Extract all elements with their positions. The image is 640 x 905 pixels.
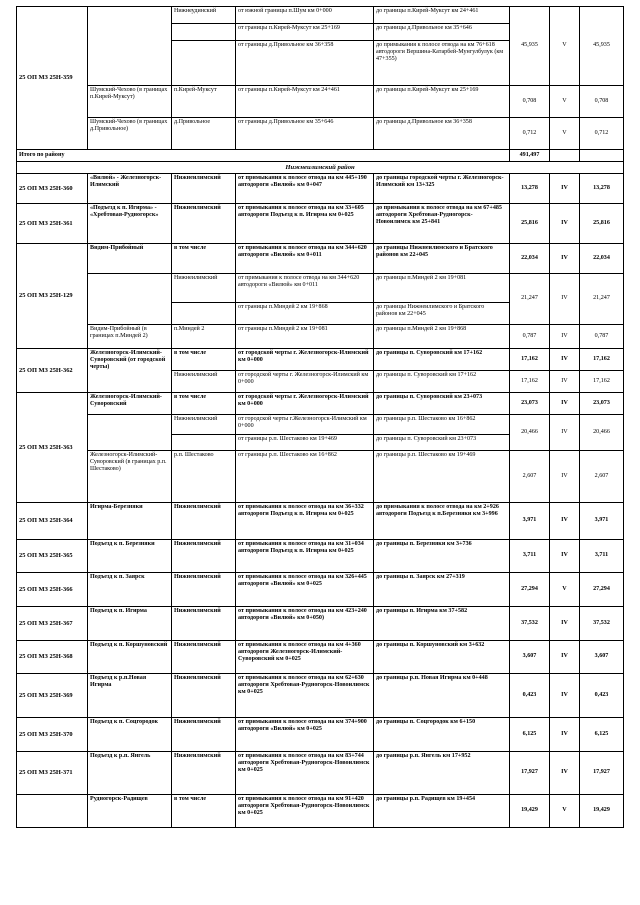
total-length: 20,466 xyxy=(580,415,624,451)
category: IV xyxy=(550,451,580,503)
segment-from: от городской черты г. Железногорск-Илимский км 0+000 xyxy=(236,371,374,393)
total-length: 0,708 xyxy=(580,86,624,118)
total-length: 2,607 xyxy=(580,451,624,503)
total-length: 6,125 xyxy=(580,718,624,752)
segment-from: от границы п.Кирей-Муксут км 25+169 xyxy=(236,24,374,41)
category: V xyxy=(550,573,580,607)
total-length: 0,787 xyxy=(580,325,624,349)
road-name: Железногорск-Илимский-Суворовский (в границах р.п. Шестаково) xyxy=(88,451,172,503)
length: 0,787 xyxy=(510,325,550,349)
document-page xyxy=(16,6,623,828)
section-title: Нижнеилимский район xyxy=(17,162,624,174)
table-row xyxy=(17,752,624,795)
road-name: «Вилюй» - Железногорск-Илимский xyxy=(88,174,172,204)
length: 27,294 xyxy=(510,573,550,607)
district: Нижнеилимский xyxy=(172,674,236,718)
table-row xyxy=(17,349,624,371)
table-row xyxy=(17,244,624,274)
segment-from: от примыкания к полосе отвода на км 326+445 автодороги «Вилюй» км 0+025 xyxy=(236,573,374,607)
segment-from: от границы д.Привольное км 35+646 xyxy=(236,118,374,150)
district: Нижнеилимский xyxy=(172,415,236,435)
road-name: Подъезд к п. Березняки xyxy=(88,540,172,573)
segment-to: до границы р.п. Радищев км 19+454 xyxy=(374,795,510,828)
segment-to: до границы д.Привольное км 35+646 xyxy=(374,24,510,41)
segment-to: до границы п. Суворовский км 23+073 xyxy=(374,435,510,451)
segment-from: от границы п.Миндей 2 км 19+868 xyxy=(236,303,374,325)
table-row xyxy=(17,415,624,435)
road-name: Железногорск-Илимский-Суворовский xyxy=(88,393,172,415)
length: 6,125 xyxy=(510,718,550,752)
table-row xyxy=(17,118,624,150)
segment-to: до границы Нижнеилимского и Братского районов км 22+045 xyxy=(374,244,510,274)
road-name: «Подъезд к п. Игирма» - «Хребтовая-Рудногорск» xyxy=(88,204,172,244)
district: Нижнеилимский xyxy=(172,371,236,393)
settlement: п.Кирей-Муксут xyxy=(172,86,236,118)
total-length: 23,073 xyxy=(580,393,624,415)
table-row xyxy=(17,607,624,641)
road-name: Видим-Прибойный xyxy=(88,244,172,274)
category: IV xyxy=(550,503,580,540)
road-name: Подъезд к р.п. Янгель xyxy=(88,752,172,795)
road-name: Подъезд к п. Игирма xyxy=(88,607,172,641)
segment-to: до границы д.Привольное км 36+358 xyxy=(374,118,510,150)
region-total-length: 491,497 xyxy=(510,150,550,162)
region-total-label: Итого по району xyxy=(17,150,510,162)
road-name: Рудногорск-Радищев xyxy=(88,795,172,828)
segment-to: до примыкания к полосе отвода на км 67+485 автодороги Хребтовая-Рудногорск-Новоилимск км 25+841 xyxy=(374,204,510,244)
segment-from: от примыкания к полосе отвода на км 445+190 автодороги «Вилюй» км 0+047 xyxy=(236,174,374,204)
category: IV xyxy=(550,674,580,718)
length: 3,971 xyxy=(510,503,550,540)
district: Нижнеилимский xyxy=(172,718,236,752)
segment-to: до границы п.Миндей 2 км 19+081 xyxy=(374,274,510,303)
segment-to: до границы п. Суворовский км 23+073 xyxy=(374,393,510,415)
category: IV xyxy=(550,607,580,641)
segment-to: до границы п. Березняки км 3+736 xyxy=(374,540,510,573)
table-row xyxy=(17,718,624,752)
segment-to: до границы р.п. Новая Игирма км 0+448 xyxy=(374,674,510,718)
table-row xyxy=(17,451,624,503)
segment-to: до границы п. Коршуновский км 3+632 xyxy=(374,641,510,674)
district: Нижнеилимский xyxy=(172,204,236,244)
category: V xyxy=(550,118,580,150)
road-code: 25 ОП МЗ 25Н-370 xyxy=(17,718,88,752)
segment-to: до границы р.п. Янгель км 17+952 xyxy=(374,752,510,795)
empty-cell xyxy=(550,150,580,162)
length: 25,816 xyxy=(510,204,550,244)
road-code: 25 ОП МЗ 25Н-363 xyxy=(17,393,88,503)
length: 20,466 xyxy=(510,415,550,451)
category: IV xyxy=(550,540,580,573)
road-code: 25 ОП МЗ 25Н-362 xyxy=(17,349,88,393)
total-length: 0,712 xyxy=(580,118,624,150)
segment-from: от примыкания к полосе отвода на км 33+605 автодороги Подъезд к п. Игирма км 0+025 xyxy=(236,204,374,244)
length: 23,073 xyxy=(510,393,550,415)
segment-from: от примыкания к полосе отвода на км 374+900 автодороги «Вилюй» км 0+025 xyxy=(236,718,374,752)
category: IV xyxy=(550,718,580,752)
road-name xyxy=(88,7,172,86)
category: V xyxy=(550,795,580,828)
length: 17,162 xyxy=(510,349,550,371)
length: 0,423 xyxy=(510,674,550,718)
category: IV xyxy=(550,174,580,204)
district: Нижнеудинский xyxy=(172,7,236,24)
table-row xyxy=(17,573,624,607)
segment-from: от границы д.Привольное км 36+358 xyxy=(236,41,374,86)
length: 37,532 xyxy=(510,607,550,641)
table-row xyxy=(17,540,624,573)
length: 3,607 xyxy=(510,641,550,674)
total-length: 22,034 xyxy=(580,244,624,274)
district-note: в том числе xyxy=(172,244,236,274)
district: Нижнеилимский xyxy=(172,752,236,795)
length: 17,162 xyxy=(510,371,550,393)
total-length: 27,294 xyxy=(580,573,624,607)
road-code: 25 ОП МЗ 25Н-368 xyxy=(17,641,88,674)
segment-from: от границы р.п. Шестаково км 16+862 xyxy=(236,451,374,503)
segment-to: до границы городской черты г. Железногорск-Илимский км 13+325 xyxy=(374,174,510,204)
segment-from: от примыкания к полосе отвода на км 344+620 автодороги «Вилюй» км 0+011 xyxy=(236,244,374,274)
segment-from: от границы р.п. Шестаково км 19+469 xyxy=(236,435,374,451)
empty-cell xyxy=(580,150,624,162)
district xyxy=(172,303,236,325)
segment-from: от примыкания к полосе отвода на км 62+630 автодороги Хребтовая-Рудногорск-Новоилимск км 0+025 xyxy=(236,674,374,718)
district-note: в том числе xyxy=(172,393,236,415)
total-length: 13,278 xyxy=(580,174,624,204)
segment-to: до границы п.Кирей-Муксут км 24+461 xyxy=(374,7,510,24)
district: Нижнеилимский xyxy=(172,540,236,573)
roads-table xyxy=(16,6,624,828)
road-code: 25 ОП МЗ 25Н-359 xyxy=(17,7,88,150)
table-row xyxy=(17,795,624,828)
segment-to: до границы п. Суворовский км 17+162 xyxy=(374,371,510,393)
segment-to: до границы п. Заярск км 27+319 xyxy=(374,573,510,607)
road-code: 25 ОП МЗ 25Н-364 xyxy=(17,503,88,540)
road-name: Подъезд к р.п.Новая Игирма xyxy=(88,674,172,718)
total-length: 3,607 xyxy=(580,641,624,674)
table-row xyxy=(17,274,624,303)
length: 0,708 xyxy=(510,86,550,118)
segment-to: до примыкания к полосе отвода на км 2+926 автодороги Подъезд к п.Березняки км 3+996 xyxy=(374,503,510,540)
road-name: Шумский-Чехово (в границах п.Кирей-Муксут) xyxy=(88,86,172,118)
length: 13,278 xyxy=(510,174,550,204)
total-length: 37,532 xyxy=(580,607,624,641)
segment-to: до границы п.Миндей 2 км 19+868 xyxy=(374,325,510,349)
segment-to: до границы р.п. Шестаково км 16+862 xyxy=(374,415,510,435)
segment-from: от городской черты г.Железногорск-Илимский км 0+000 xyxy=(236,415,374,435)
district: Нижнеилимский xyxy=(172,503,236,540)
settlement: р.п. Шестаково xyxy=(172,451,236,503)
table-row xyxy=(17,325,624,349)
road-name: Подъезд к п. Заярск xyxy=(88,573,172,607)
segment-to: до границы п. Игирма км 37+582 xyxy=(374,607,510,641)
total-length: 3,971 xyxy=(580,503,624,540)
segment-from: от примыкания к полосе отвода на км 91+420 автодороги Хребтовая-Рудногорск-Новоилимск км 0+025 xyxy=(236,795,374,828)
segment-to: до границы п. Суворовский км 17+162 xyxy=(374,349,510,371)
segment-from: от южной границы п.Шум км 0+000 xyxy=(236,7,374,24)
road-code: 25 ОП МЗ 25Н-367 xyxy=(17,607,88,641)
total-length: 25,816 xyxy=(580,204,624,244)
length: 3,711 xyxy=(510,540,550,573)
road-code: 25 ОП МЗ 25Н-360 xyxy=(17,174,88,204)
table-row xyxy=(17,204,624,244)
road-code: 25 ОП МЗ 25Н-369 xyxy=(17,674,88,718)
segment-from: от примыкания к полосе отвода на км 31+034 автодороги Подъезд к п. Игирма км 0+025 xyxy=(236,540,374,573)
district: Нижнеилимский xyxy=(172,274,236,303)
total-length: 17,162 xyxy=(580,371,624,393)
settlement: п.Миндей 2 xyxy=(172,325,236,349)
category: IV xyxy=(550,349,580,371)
segment-to: до границы р.п. Шестаково км 19+469 xyxy=(374,451,510,503)
category: IV xyxy=(550,415,580,451)
settlement: д.Привольное xyxy=(172,118,236,150)
segment-from: от границы п.Миндей 2 км 19+081 xyxy=(236,325,374,349)
category: V xyxy=(550,7,580,86)
district: Нижнеилимский xyxy=(172,641,236,674)
category: IV xyxy=(550,393,580,415)
segment-from: от примыкания к полосе отвода на км 36+332 автодороги Подъезд к п. Игирма км 0+025 xyxy=(236,503,374,540)
segment-from: от примыкания к полосе отвода на км 4+360 автодороги Железногорск-Илимский-Суворовский км 0+025 xyxy=(236,641,374,674)
table-row xyxy=(17,393,624,415)
district: Нижнеилимский xyxy=(172,573,236,607)
length: 19,429 xyxy=(510,795,550,828)
category: IV xyxy=(550,204,580,244)
total-length: 45,935 xyxy=(580,7,624,86)
road-name: Шумский-Чехово (в границах д.Привольное) xyxy=(88,118,172,150)
segment-from: от городской черты г. Железногорск-Илимский км 0+000 xyxy=(236,349,374,371)
category: IV xyxy=(550,244,580,274)
total-length: 3,711 xyxy=(580,540,624,573)
road-code: 25 ОП МЗ 25Н-365 xyxy=(17,540,88,573)
length: 2,607 xyxy=(510,451,550,503)
segment-from: от городской черты г. Железногорск-Илимский км 0+000 xyxy=(236,393,374,415)
segment-to: до границы п. Соцгородок км 6+150 xyxy=(374,718,510,752)
road-code: 25 ОП МЗ 25Н-361 xyxy=(17,204,88,244)
road-name: Игирма-Березняки xyxy=(88,503,172,540)
length: 17,927 xyxy=(510,752,550,795)
road-code xyxy=(17,795,88,828)
segment-to: до примыкания к полосе отвода на км 76+618 автодороги Вершина-Катарбей-Мунгулбулук (км 47+355) xyxy=(374,41,510,86)
road-name xyxy=(88,415,172,451)
length: 45,935 xyxy=(510,7,550,86)
road-name: Видим-Прибойный (в границах п.Миндей 2) xyxy=(88,325,172,349)
segment-from: от границы п.Кирей-Муксут км 24+461 xyxy=(236,86,374,118)
category: IV xyxy=(550,371,580,393)
total-length: 19,429 xyxy=(580,795,624,828)
road-code: 25 ОП МЗ 25Н-371 xyxy=(17,752,88,795)
table-row xyxy=(17,7,624,24)
road-name xyxy=(88,274,172,325)
category: IV xyxy=(550,641,580,674)
table-row xyxy=(17,174,624,204)
section-row xyxy=(17,162,624,174)
category: V xyxy=(550,86,580,118)
category: IV xyxy=(550,752,580,795)
road-name: Подъезд к п. Соцгородок xyxy=(88,718,172,752)
road-code: 25 ОП МЗ 25Н-129 xyxy=(17,244,88,349)
district-note: в том числе xyxy=(172,795,236,828)
category: IV xyxy=(550,274,580,325)
region-total-row xyxy=(17,150,624,162)
table-row xyxy=(17,641,624,674)
table-row xyxy=(17,503,624,540)
segment-from: от примыкания к полосе отвода на км 423+240 автодороги «Вилюй» км 0+050) xyxy=(236,607,374,641)
district xyxy=(172,435,236,451)
total-length: 0,423 xyxy=(580,674,624,718)
segment-from: от примыкания к полосе отвода на км 344+620 автодороги «Вилюй» км 0+011 xyxy=(236,274,374,303)
segment-to: до границы Нижнеилимского и Братского районов км 22+045 xyxy=(374,303,510,325)
length: 0,712 xyxy=(510,118,550,150)
length: 21,247 xyxy=(510,274,550,325)
length: 22,034 xyxy=(510,244,550,274)
road-code: 25 ОП МЗ 25Н-366 xyxy=(17,573,88,607)
segment-to: до границы п.Кирей-Муксут км 25+169 xyxy=(374,86,510,118)
total-length: 21,247 xyxy=(580,274,624,325)
segment-from: от примыкания к полосе отвода на км 83+744 автодороги Хребтовая-Рудногорск-Новоилимск км 0+025 xyxy=(236,752,374,795)
road-name: Подъезд к п. Коршуновский xyxy=(88,641,172,674)
district-note: в том числе xyxy=(172,349,236,371)
category: IV xyxy=(550,325,580,349)
total-length: 17,162 xyxy=(580,349,624,371)
road-name: Железногорск-Илимский-Суворовский (от городской черты) xyxy=(88,349,172,393)
district: Нижнеилимский xyxy=(172,174,236,204)
district xyxy=(172,24,236,41)
total-length: 17,927 xyxy=(580,752,624,795)
table-row xyxy=(17,86,624,118)
table-row xyxy=(17,674,624,718)
district: Нижнеилимский xyxy=(172,607,236,641)
district xyxy=(172,41,236,86)
